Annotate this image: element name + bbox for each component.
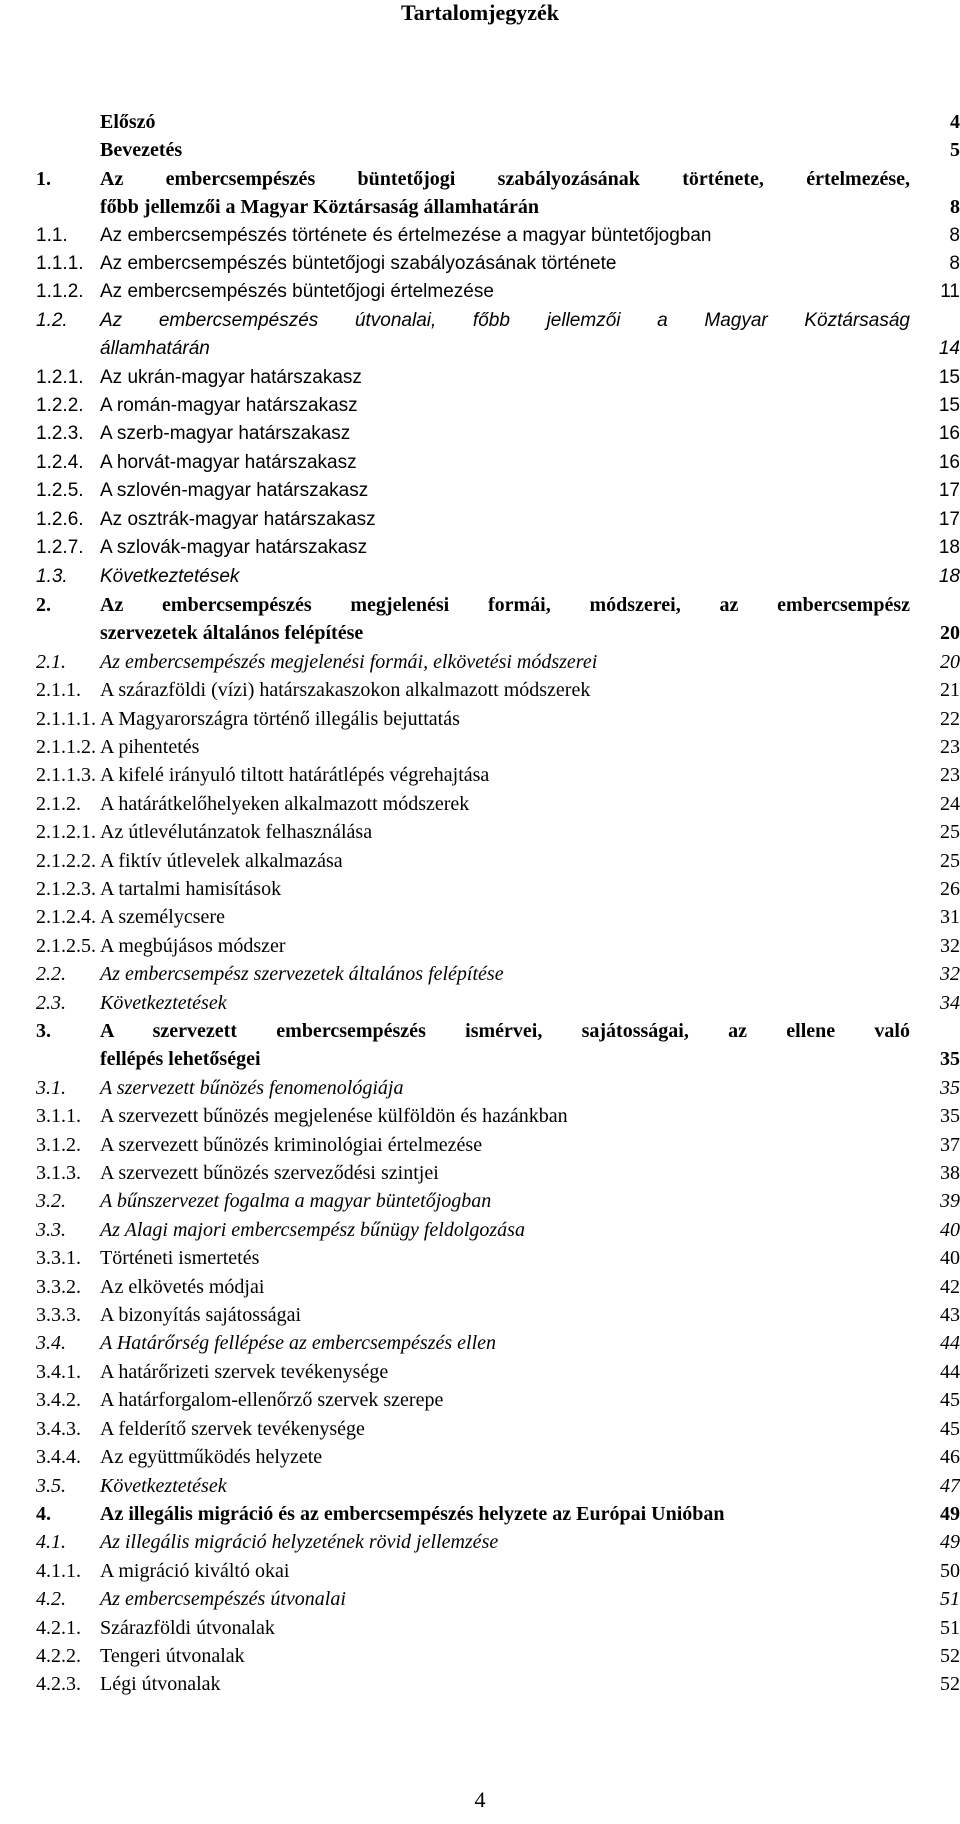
toc-entry bbox=[0, 989, 960, 1017]
toc-entry-title-line: Légi útvonalak bbox=[100, 1673, 221, 1696]
toc-entry-page: 17 bbox=[938, 480, 960, 502]
page-title: Tartalomjegyzék bbox=[400, 0, 560, 25]
toc-entry-title bbox=[100, 705, 910, 733]
toc-entry-title bbox=[100, 165, 910, 222]
toc-entry bbox=[0, 1329, 960, 1357]
toc-entry-page: 17 bbox=[938, 508, 960, 530]
toc-entry-page: 35 bbox=[940, 1105, 960, 1128]
toc-entry-title-line: Az embercsempészés története és értelmezése a magyar büntetőjogban bbox=[100, 224, 712, 246]
toc-entry bbox=[0, 108, 960, 136]
toc-entry bbox=[0, 790, 960, 818]
toc-entry-page: 45 bbox=[940, 1389, 960, 1412]
toc-entry-title-line: Az embercsempészés büntetőjogi szabályozásának története, értelmezése, bbox=[100, 167, 910, 190]
toc-entry-title bbox=[100, 1642, 910, 1670]
toc-entry-number: 1.2.3. bbox=[36, 423, 84, 445]
toc-entry bbox=[0, 1017, 960, 1074]
toc-entry-number: 2.1.2.5. bbox=[36, 934, 96, 957]
toc-entry-number: 3.1.2. bbox=[36, 1133, 81, 1156]
toc-entry bbox=[0, 506, 960, 534]
toc-entry-page: 37 bbox=[940, 1133, 960, 1156]
toc-entry-title bbox=[100, 790, 910, 818]
toc-entry bbox=[0, 1642, 960, 1670]
toc-entry-page: 32 bbox=[940, 963, 960, 986]
toc-entry bbox=[0, 1102, 960, 1130]
toc-entry bbox=[0, 818, 960, 846]
toc-entry-number: 4.2. bbox=[36, 1588, 66, 1611]
toc-entry-page: 23 bbox=[940, 735, 960, 758]
toc-entry-title-line: Az útlevélutánzatok felhasználása bbox=[100, 821, 373, 844]
toc-entry-title-line: A szlovák-magyar határszakasz bbox=[100, 537, 368, 559]
toc-entry-title-line: szervezetek általános felépítése bbox=[100, 622, 364, 645]
toc-entry-title-line: Következtetések bbox=[100, 1474, 227, 1497]
toc-entry-page: 32 bbox=[940, 934, 960, 957]
toc-entry-title bbox=[100, 449, 910, 477]
toc-entry-title bbox=[100, 222, 910, 250]
toc-entry-page: 49 bbox=[940, 1531, 960, 1554]
toc-entry-title bbox=[100, 591, 910, 648]
toc-entry-number: 2.1.1.2. bbox=[36, 735, 96, 758]
toc-entry-number: 4.2.2. bbox=[36, 1644, 81, 1667]
toc-entry-page: 25 bbox=[940, 821, 960, 844]
toc-entry-title bbox=[100, 1415, 910, 1443]
toc-entry-number: 3.1.3. bbox=[36, 1162, 81, 1185]
toc-entry-page: 21 bbox=[940, 679, 960, 702]
toc-entry-page: 40 bbox=[940, 1218, 960, 1241]
toc-entry-title-line: A szervezett bűnözés fenomenológiája bbox=[100, 1076, 404, 1099]
toc-entry-page: 18 bbox=[938, 565, 960, 587]
toc-entry-page: 5 bbox=[950, 139, 960, 162]
toc-entry-title bbox=[100, 989, 910, 1017]
toc-entry bbox=[0, 364, 960, 392]
toc-entry-page: 8 bbox=[950, 196, 960, 219]
toc-entry-number: 2.1.2.2. bbox=[36, 849, 96, 872]
toc-entry-title-line: A horvát-magyar határszakasz bbox=[100, 451, 357, 473]
toc-entry bbox=[0, 449, 960, 477]
toc-entry-page: 47 bbox=[940, 1474, 960, 1497]
toc-entry-number: 1.2.1. bbox=[36, 366, 84, 388]
toc-entry-number: 1.2.4. bbox=[36, 451, 84, 473]
toc-entry-title-line: A Határőrség fellépése az embercsempészés ellen bbox=[100, 1332, 497, 1355]
toc-entry-title bbox=[100, 307, 910, 364]
toc-entry-title bbox=[100, 563, 910, 591]
toc-entry bbox=[0, 648, 960, 676]
toc-entry-title-line: Történeti ismertetés bbox=[100, 1247, 260, 1270]
toc-entry-title-line: A személycsere bbox=[100, 906, 225, 929]
toc-entry bbox=[0, 960, 960, 988]
toc-entry bbox=[0, 1670, 960, 1698]
toc-entry-number: 2.2. bbox=[36, 963, 66, 986]
toc-entry-title bbox=[100, 1159, 910, 1187]
toc-entry-title bbox=[100, 818, 910, 846]
toc-entry-title-line: A szervezett bűnözés kriminológiai értelmezése bbox=[100, 1133, 483, 1156]
toc-entry-number: 1.3. bbox=[36, 565, 68, 587]
toc-entry-title bbox=[100, 1528, 910, 1556]
toc-entry-number: 1.2.2. bbox=[36, 395, 84, 417]
toc-entry-title-line: A pihentetés bbox=[100, 735, 200, 758]
toc-entry bbox=[0, 250, 960, 278]
page-number: 4 bbox=[474, 1787, 486, 1812]
toc-entry-page: 16 bbox=[938, 451, 960, 473]
toc-entry-title-line: A szervezett bűnözés szerveződési szintjei bbox=[100, 1162, 439, 1185]
toc-entry-number: 2.1.2.1. bbox=[36, 821, 96, 844]
toc-entry-title-line: Az embercsempészés útvonalai, főbb jellemzői a Magyar Köztársaság bbox=[100, 309, 910, 331]
toc-entry-number: 3.1. bbox=[36, 1076, 66, 1099]
toc-entry-number: 4.2.1. bbox=[36, 1616, 81, 1639]
toc-entry-title-line: Az elkövetés módjai bbox=[100, 1275, 265, 1298]
toc-entry-title-line: A határőrizeti szervek tevékenysége bbox=[100, 1360, 389, 1383]
toc-entry-title-line: Az illegális migráció és az embercsempészés helyzete az Európai Unióban bbox=[100, 1502, 725, 1525]
toc-entry bbox=[0, 165, 960, 222]
toc-entry-page: 25 bbox=[940, 849, 960, 872]
toc-entry-page: 40 bbox=[940, 1247, 960, 1270]
toc-entry-title-line: Szárazföldi útvonalak bbox=[100, 1616, 275, 1639]
toc-entry-title-line: A bűnszervezet fogalma a magyar büntetőjogban bbox=[100, 1190, 492, 1213]
toc-entry-page: 43 bbox=[940, 1304, 960, 1327]
toc-entry-number: 1.2.5. bbox=[36, 480, 84, 502]
toc-entry-page: 24 bbox=[940, 792, 960, 815]
toc-entry-title-line: Az embercsempészés megjelenési formái, módszerei, az embercsempész bbox=[100, 593, 910, 616]
toc-entry-title bbox=[100, 1443, 910, 1471]
toc-entry-title bbox=[100, 1500, 910, 1528]
toc-entry-title bbox=[100, 364, 910, 392]
toc-entry-title-line: Bevezetés bbox=[100, 139, 183, 162]
toc-entry bbox=[0, 1557, 960, 1585]
toc-entry-title-line: A felderítő szervek tevékenysége bbox=[100, 1417, 365, 1440]
toc-entry bbox=[0, 705, 960, 733]
toc-entry-title bbox=[100, 1074, 910, 1102]
toc-entry bbox=[0, 307, 960, 364]
toc-entry-number: 2.1. bbox=[36, 650, 66, 673]
toc-entry-page: 15 bbox=[938, 366, 960, 388]
toc-entry-number: 2.1.1.1. bbox=[36, 707, 96, 730]
toc-entry-title bbox=[100, 1244, 910, 1272]
toc-entry-number: 1. bbox=[36, 167, 51, 190]
toc-entry-page: 20 bbox=[940, 622, 960, 645]
toc-entry-number: 2.1.1.3. bbox=[36, 764, 96, 787]
toc-entry-number: 2.3. bbox=[36, 991, 66, 1014]
toc-entry bbox=[0, 222, 960, 250]
toc-entry-title-line: A szlovén-magyar határszakasz bbox=[100, 480, 369, 502]
toc-entry-title-line: Az embercsempészés megjelenési formái, elkövetési módszerei bbox=[100, 650, 598, 673]
toc-entry-title bbox=[100, 506, 910, 534]
toc-entry-title-line: A tartalmi hamisítások bbox=[100, 877, 282, 900]
toc-entry bbox=[0, 676, 960, 704]
toc-entry-number: 1.2.6. bbox=[36, 508, 84, 530]
toc-entry-page: 22 bbox=[940, 707, 960, 730]
toc-entry-title bbox=[100, 1585, 910, 1613]
toc-entry-title-line: A román-magyar határszakasz bbox=[100, 395, 358, 417]
toc-entry-title bbox=[100, 1301, 910, 1329]
toc-entry-number: 2.1.2.4. bbox=[36, 906, 96, 929]
toc-entry-number: 3.3.3. bbox=[36, 1304, 81, 1327]
toc-entry-page: 51 bbox=[940, 1588, 960, 1611]
toc-entry bbox=[0, 1585, 960, 1613]
toc-entry bbox=[0, 733, 960, 761]
toc-entry-page: 51 bbox=[940, 1616, 960, 1639]
toc-entry-number: 2.1.1. bbox=[36, 679, 81, 702]
toc-entry-title-line: Következtetések bbox=[100, 565, 240, 587]
toc-entry-page: 44 bbox=[940, 1360, 960, 1383]
toc-entry-page: 52 bbox=[940, 1644, 960, 1667]
toc-entry-title-line: Az együttműködés helyzete bbox=[100, 1446, 323, 1469]
toc-entry-number: 3.4.3. bbox=[36, 1417, 81, 1440]
toc-entry-title-line: Az osztrák-magyar határszakasz bbox=[100, 508, 376, 530]
toc-entry-title-line: Előszó bbox=[100, 111, 156, 133]
toc-entry-title bbox=[100, 477, 910, 505]
toc-entry bbox=[0, 420, 960, 448]
toc-entry-number: 3. bbox=[36, 1020, 51, 1042]
toc-entry bbox=[0, 847, 960, 875]
toc-entry-page: 23 bbox=[940, 764, 960, 787]
toc-entry-title bbox=[100, 903, 910, 931]
toc-entry bbox=[0, 1528, 960, 1556]
toc-entry-title-line: államhatárán bbox=[100, 338, 210, 360]
toc-entry-title bbox=[100, 1670, 910, 1698]
toc-entry-title bbox=[100, 1329, 910, 1357]
toc-entry-title bbox=[100, 1557, 910, 1585]
toc-entry-number: 1.2.7. bbox=[36, 537, 84, 559]
toc-entry-page: 35 bbox=[940, 1076, 960, 1099]
toc-entry bbox=[0, 761, 960, 789]
toc-entry-title bbox=[100, 1472, 910, 1500]
toc-entry-number: 3.5. bbox=[36, 1474, 66, 1497]
toc-entry bbox=[0, 1472, 960, 1500]
toc-entry bbox=[0, 1500, 960, 1528]
toc-entry-title bbox=[100, 1216, 910, 1244]
toc-entry-number: 3.4.2. bbox=[36, 1389, 81, 1412]
toc-entry-title bbox=[100, 420, 910, 448]
toc-entry-page: 14 bbox=[938, 338, 960, 360]
toc-entry-page: 15 bbox=[938, 395, 960, 417]
toc-entry-page: 34 bbox=[940, 991, 960, 1014]
toc-entry-number: 3.4.4. bbox=[36, 1446, 81, 1469]
toc-entry-page: 8 bbox=[949, 224, 960, 246]
toc-entry-title-line: A szervezett bűnözés megjelenése külföldön és hazánkban bbox=[100, 1105, 568, 1128]
toc-entry-number: 4. bbox=[36, 1502, 51, 1525]
toc-entry bbox=[0, 1386, 960, 1414]
toc-entry-number: 4.1. bbox=[36, 1531, 66, 1554]
toc-entry-title-line: Az Alagi majori embercsempész bűnügy feldolgozása bbox=[100, 1218, 525, 1241]
toc-entry-number: 2.1.2. bbox=[36, 792, 81, 815]
toc-entry-title-line: A kifelé irányuló tiltott határátlépés végrehajtása bbox=[100, 764, 490, 787]
toc-entry bbox=[0, 477, 960, 505]
toc-entry bbox=[0, 534, 960, 562]
toc-entry bbox=[0, 1614, 960, 1642]
toc-entry bbox=[0, 1301, 960, 1329]
toc-entry-title bbox=[100, 932, 910, 960]
toc-entry bbox=[0, 1074, 960, 1102]
toc-entry-title bbox=[100, 648, 910, 676]
toc-entry-title bbox=[100, 534, 910, 562]
toc-entry bbox=[0, 1443, 960, 1471]
toc-entry-number: 4.1.1. bbox=[36, 1559, 81, 1582]
toc-entry bbox=[0, 1131, 960, 1159]
toc-entry-title bbox=[100, 1017, 910, 1074]
toc-entry-page: 31 bbox=[940, 906, 960, 929]
toc-entry bbox=[0, 278, 960, 306]
toc-entry-page: 35 bbox=[940, 1048, 960, 1071]
toc-entry bbox=[0, 1273, 960, 1301]
toc-entry-title bbox=[100, 960, 910, 988]
toc-entry-number: 2.1.2.3. bbox=[36, 877, 96, 900]
toc-entry-title bbox=[100, 136, 910, 164]
toc-entry-title-line: A megbújásos módszer bbox=[100, 934, 286, 957]
toc-entry-title-line: A Magyarországra történő illegális bejuttatás bbox=[100, 707, 460, 730]
toc-entry-page: 26 bbox=[940, 877, 960, 900]
toc-entry-title-line: Az embercsempészés büntetőjogi értelmezése bbox=[100, 281, 494, 303]
toc-entry-number: 3.4.1. bbox=[36, 1360, 81, 1383]
toc-entry-title-line: Tengeri útvonalak bbox=[100, 1644, 245, 1667]
toc-entry-title-line: Az embercsempészés útvonalai bbox=[100, 1588, 346, 1611]
toc-entry bbox=[0, 1415, 960, 1443]
toc-entry-title-line: főbb jellemzői a Magyar Köztársaság államhatárán bbox=[100, 196, 540, 219]
toc-entry-title-line: A bizonyítás sajátosságai bbox=[100, 1304, 302, 1327]
toc-entry bbox=[0, 1187, 960, 1215]
toc-entry-page: 18 bbox=[938, 537, 960, 559]
toc-entry-title bbox=[100, 392, 910, 420]
toc-entry bbox=[0, 392, 960, 420]
toc-entry bbox=[0, 1244, 960, 1272]
toc-entry-title bbox=[100, 1358, 910, 1386]
toc-entry bbox=[0, 136, 960, 164]
toc-entry-number: 3.3.2. bbox=[36, 1275, 81, 1298]
toc-entry-title bbox=[100, 278, 910, 306]
toc-entry-title bbox=[100, 676, 910, 704]
toc-entry-page: 38 bbox=[940, 1162, 960, 1185]
toc-entry-page: 20 bbox=[940, 650, 960, 673]
toc-entry-number: 1.1.1. bbox=[36, 253, 84, 275]
toc-entry-title-line: fellépés lehetőségei bbox=[100, 1048, 261, 1071]
table-of-contents bbox=[0, 108, 960, 1699]
toc-entry-number: 1.1.2. bbox=[36, 281, 84, 303]
toc-entry-number: 3.3.1. bbox=[36, 1247, 81, 1270]
toc-entry-page: 45 bbox=[940, 1417, 960, 1440]
toc-entry-page: 39 bbox=[940, 1190, 960, 1213]
toc-entry-number: 2. bbox=[36, 593, 51, 616]
toc-entry-title bbox=[100, 1131, 910, 1159]
toc-entry-number: 1.1. bbox=[36, 224, 68, 246]
toc-entry-page: 50 bbox=[940, 1559, 960, 1582]
toc-entry-title bbox=[100, 1386, 910, 1414]
toc-entry bbox=[0, 903, 960, 931]
toc-entry-title bbox=[100, 108, 910, 136]
toc-entry-page: 16 bbox=[938, 423, 960, 445]
toc-entry-title-line: Az illegális migráció helyzetének rövid jellemzése bbox=[100, 1531, 499, 1554]
toc-entry-page: 52 bbox=[940, 1673, 960, 1696]
toc-entry-number: 3.4. bbox=[36, 1332, 66, 1355]
toc-entry-number: 3.3. bbox=[36, 1218, 66, 1241]
toc-entry-number: 1.2. bbox=[36, 309, 68, 331]
toc-entry-title bbox=[100, 250, 910, 278]
toc-entry-title bbox=[100, 875, 910, 903]
toc-entry-title bbox=[100, 1273, 910, 1301]
toc-entry-title-line: Az ukrán-magyar határszakasz bbox=[100, 366, 362, 388]
toc-entry-title-line: Az embercsempész szervezetek általános felépítése bbox=[100, 963, 504, 986]
toc-entry-title-line: A migráció kiváltó okai bbox=[100, 1559, 290, 1582]
toc-entry-title-line: A szervezett embercsempészés ismérvei, sajátosságai, az ellene való bbox=[100, 1020, 910, 1042]
toc-entry bbox=[0, 932, 960, 960]
toc-entry-page: 49 bbox=[940, 1502, 960, 1525]
toc-entry-title bbox=[100, 847, 910, 875]
toc-entry-title-line: A szerb-magyar határszakasz bbox=[100, 423, 351, 445]
toc-entry-title bbox=[100, 761, 910, 789]
toc-entry-title-line: Az embercsempészés büntetőjogi szabályozásának története bbox=[100, 253, 617, 275]
toc-entry-title-line: A határátkelőhelyeken alkalmazott módszerek bbox=[100, 792, 470, 815]
toc-entry-title-line: Következtetések bbox=[100, 991, 227, 1014]
toc-entry-title-line: A fiktív útlevelek alkalmazása bbox=[100, 849, 343, 872]
toc-entry bbox=[0, 1159, 960, 1187]
toc-entry bbox=[0, 1358, 960, 1386]
toc-entry-title bbox=[100, 733, 910, 761]
toc-entry-page: 11 bbox=[940, 281, 960, 303]
toc-entry-title-line: A határforgalom-ellenőrző szervek szerepe bbox=[100, 1389, 444, 1412]
toc-entry-title-line: A szárazföldi (vízi) határszakaszokon alkalmazott módszerek bbox=[100, 679, 591, 702]
toc-entry-page: 44 bbox=[940, 1332, 960, 1355]
toc-entry-title bbox=[100, 1614, 910, 1642]
toc-entry-number: 3.2. bbox=[36, 1190, 66, 1213]
toc-entry-page: 46 bbox=[940, 1446, 960, 1469]
toc-entry-title bbox=[100, 1102, 910, 1130]
toc-entry-page: 4 bbox=[950, 111, 960, 133]
toc-entry bbox=[0, 591, 960, 648]
toc-entry-number: 4.2.3. bbox=[36, 1673, 81, 1696]
toc-entry bbox=[0, 1216, 960, 1244]
toc-entry-page: 8 bbox=[949, 253, 960, 275]
toc-entry-title bbox=[100, 1187, 910, 1215]
toc-entry bbox=[0, 875, 960, 903]
toc-entry-page: 42 bbox=[940, 1275, 960, 1298]
toc-entry bbox=[0, 563, 960, 591]
toc-entry-number: 3.1.1. bbox=[36, 1105, 81, 1128]
